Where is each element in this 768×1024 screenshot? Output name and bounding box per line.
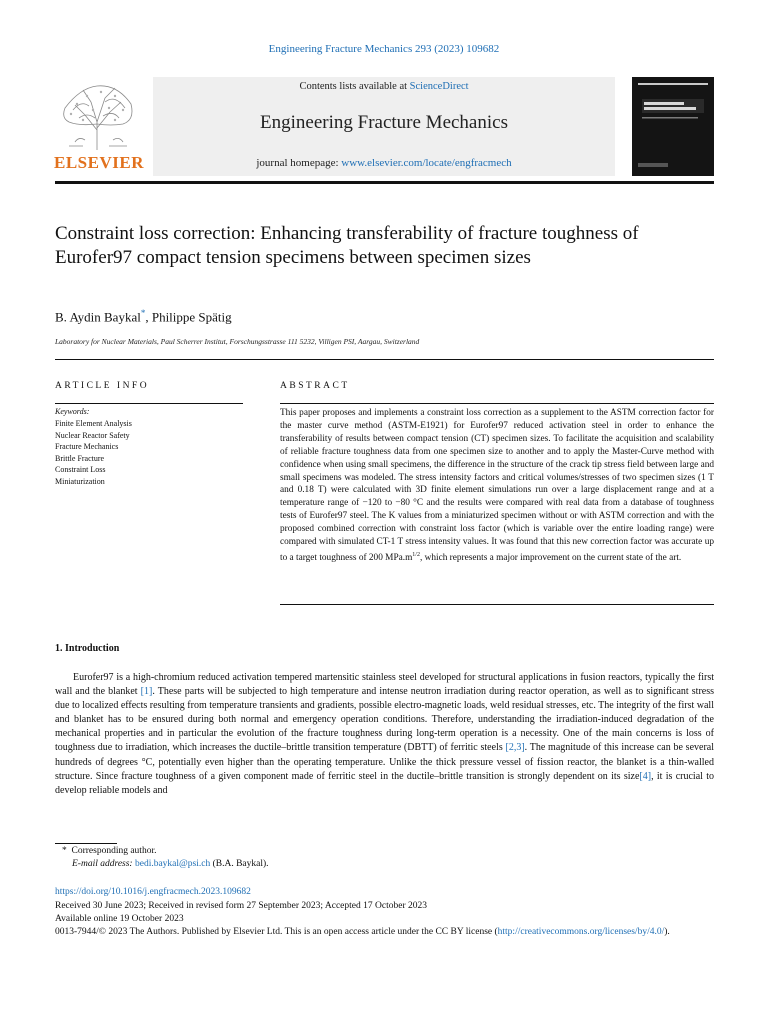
contents-prefix: Contents lists available at <box>299 81 410 92</box>
intro-text: . These parts will be subjected to high temperature and intense neutron irradiation during reactor operation, as well as to significant stress due to localized effects resulting from temperature transients and gradients, possible electro-magnetic loads, weld residual stresses, etc. The integrity of the first wall and blanket has to be ensured during both normal and emergency operation conditions. Therefore, understanding the irradiation-induced degradation of the mechanical properties and in particular the evolution of the fracture toughness during long-term operation is a necessity. One of the main concerns is loss of toughness due to irradiation, which increases the ductile–brittle transition temperature (DBTT) of ferritic steels <box>55 686 715 754</box>
intro-text: . The magnitude of this increase can be several hundreds of degrees °C, potentially even higher than the operating temperature. Unlike the thick pressure vessel of fission reactor, the blanket is a thin-walled structure. Since fracture toughness of a given component made of ferritic steel in the ductile–brittle transition is strongly dependent on its size <box>55 742 714 782</box>
author-name[interactable]: B. Aydin Baykal <box>55 309 141 325</box>
citation-link[interactable]: [1] <box>140 686 153 698</box>
journal-homepage <box>153 157 615 169</box>
homepage-prefix: journal homepage: <box>256 157 342 169</box>
header-rule <box>55 181 714 184</box>
received-dates: Received 30 June 2023; Received in revised form 27 September 2023; Accepted 17 October 2023 <box>55 901 427 911</box>
doi-link[interactable]: https://doi.org/10.1016/j.engfracmech.2023.109682 <box>55 887 251 897</box>
section-rule <box>55 359 714 360</box>
email-link[interactable]: bedi.baykal@psi.ch <box>134 859 211 869</box>
introduction-paragraph <box>55 671 714 798</box>
elsevier-tree-icon <box>55 80 140 152</box>
corresponding-author-footnote <box>62 846 156 856</box>
email-footnote <box>72 859 269 869</box>
author-name[interactable]: Philippe Spätig <box>151 309 232 325</box>
affiliation: Laboratory for Nuclear Materials, Paul Scherrer Institut, Forschungsstrasse 111 5232, Villigen PSI, Aargau, Switzerland <box>55 337 420 346</box>
journal-citation[interactable]: Engineering Fracture Mechanics 293 (2023) 109682 <box>268 43 500 55</box>
intro-text: Eurofer97 is a high-chromium reduced activation tempered martensitic stainless steel developed for structural applications in fusion reactors, typically the first wall and the blanket <box>55 672 714 698</box>
keyword-item: Brittle Fracture <box>55 453 105 463</box>
keyword-item: Constraint Loss <box>55 465 106 475</box>
keyword-item: Nuclear Reactor Safety <box>55 430 130 440</box>
cover-image-icon <box>632 77 714 176</box>
copyright-notice <box>55 926 714 939</box>
homepage-link[interactable]: www.elsevier.com/locate/engfracmech <box>341 157 512 169</box>
email-label: E-mail address: <box>72 859 135 869</box>
keyword-item: Miniaturization <box>55 476 105 486</box>
contents-line <box>153 81 615 92</box>
copyright-end: ). <box>664 927 670 937</box>
journal-cover-image <box>632 77 714 176</box>
footnote-mark: * <box>62 846 72 856</box>
abstract-heading: ABSTRACT <box>280 381 350 391</box>
intro-text: , it is crucial to develop reliable models and <box>55 770 714 796</box>
article-info-rule <box>55 403 243 404</box>
abstract-end: , which represents a major improvement on the current state of the art. <box>419 553 682 564</box>
keyword-item: Finite Element Analysis <box>55 419 132 428</box>
citation-link[interactable]: [2,3] <box>505 742 525 754</box>
citation-link[interactable]: [4] <box>639 770 652 782</box>
publisher-logo-text: ELSEVIER <box>54 153 144 172</box>
email-suffix: (B.A. Baykal). <box>210 859 269 869</box>
keyword-item: Fracture Mechanics <box>55 442 119 452</box>
abstract-body: This paper proposes and implements a constraint loss correction as a supplement to the ASTM correction factor for the master curve method (ASTM-E1921) for Eurofer97 reduced activation steel in order to enhance the transferability of results between compact tension (CT) specimen sizes. To facilitate the acquisition and scalability of reliable fracture toughness data from one specimen size to another and to apply the Master-Curve method with confidence when using small specimens, the difference in the structure of the crack tip stress field between large and small specimens was modeled. The stress intensity factors and critical volumes/stresses of two specimen sizes (1 T and 0.18 T) were calculated with 3D finite element simulations run over a large displacement range and at a temperature range of −120 to −80 °C and the results were compared with real data from a database of toughness tests of Eurofer97 steel. The K values from a miniaturized specimen without or with ASTM correction and with the proposed combined correction with constraint loss factor (which is variable over the entire loading range) were compared with simulated CT-1 T stress intensity values. It was found that this new correction factor was accurate up to a target toughness of 200 MPa.m <box>280 408 714 564</box>
article-info-heading: ARTICLE INFO <box>55 381 150 391</box>
corresponding-author-mark[interactable]: * <box>140 308 146 318</box>
author-list <box>55 308 232 325</box>
abstract-text <box>280 407 714 565</box>
available-online: Available online 19 October 2023 <box>55 914 184 924</box>
abstract-exponent: 1/2 <box>412 551 420 558</box>
footnote-rule <box>55 843 117 844</box>
abstract-bottom-rule <box>280 604 714 605</box>
footnote-text: Corresponding author. <box>71 846 157 856</box>
keywords-label: Keywords: <box>55 407 90 416</box>
introduction-heading: 1. Introduction <box>55 643 120 654</box>
sciencedirect-link[interactable]: ScienceDirect <box>409 81 469 92</box>
article-title: Constraint loss correction: Enhancing transferability of fracture toughness of Eurofer97 compact tension specimens between specimen sizes <box>55 223 639 268</box>
author-separator: , <box>145 309 152 325</box>
license-link[interactable]: http://creativecommons.org/licenses/by/4.0/ <box>497 927 665 937</box>
keywords-list <box>55 418 132 488</box>
journal-name: Engineering Fracture Mechanics <box>260 112 508 133</box>
copyright-text: 0013-7944/© 2023 The Authors. Published by Elsevier Ltd. This is an open access article under the CC BY license ( <box>55 927 498 937</box>
abstract-rule <box>280 403 714 404</box>
